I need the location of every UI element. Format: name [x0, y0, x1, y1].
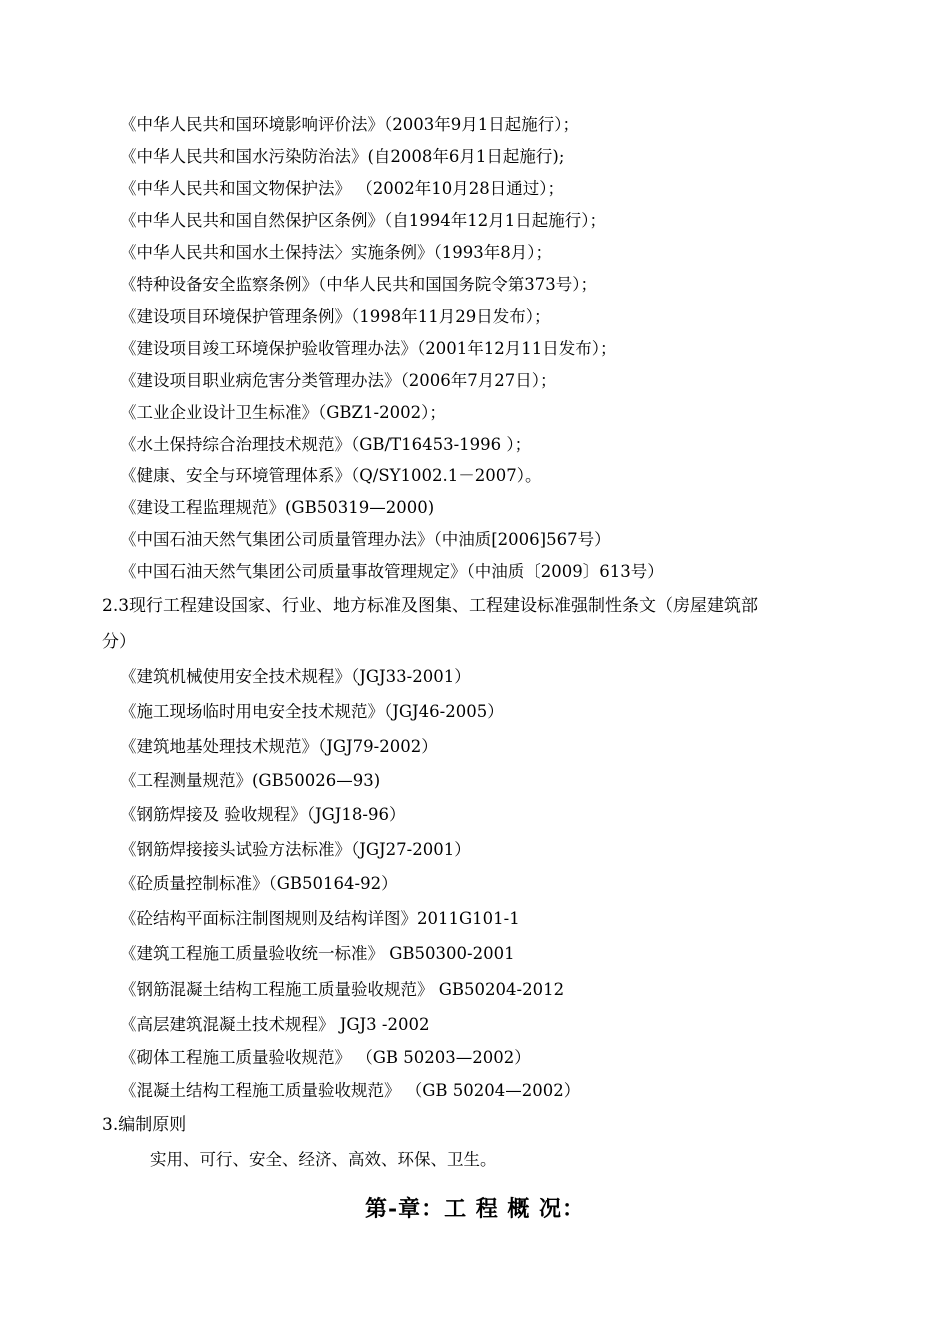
reference-item: 《建设项目环境保护管理条例》（1998年11月29日发布）； — [120, 307, 551, 326]
standard-item: 《高层建筑混凝土技术规程》 JGJ3 -2002 — [120, 1015, 430, 1034]
chapter-title: 第-章：工 程 概 况： — [364, 1196, 586, 1222]
reference-item: 《健康、安全与环境管理体系》（Q/SY1002.1－2007）。 — [120, 466, 542, 485]
reference-item: 《中华人民共和国水土保持法〉实施条例》（1993年8月）； — [120, 243, 552, 262]
standard-item: 《砌体工程施工质量验收规范》 （GB 50203—2002） — [120, 1048, 531, 1067]
reference-item: 《工业企业设计卫生标准》（GBZ1-2002）； — [120, 403, 446, 422]
reference-item: 《建设项目竣工环境保护验收管理办法》（2001年12月11日发布）； — [120, 339, 617, 358]
section-heading-2-3: 2.3现行工程建设国家、行业、地方标准及图集、工程建设标准强制性条文（房屋建筑部 — [102, 596, 759, 616]
reference-item: 《中华人民共和国水污染防治法》(自2008年6月1日起施行); — [120, 147, 565, 166]
standard-item: 《建筑地基处理技术规范》（JGJ79-2002） — [120, 737, 438, 756]
reference-item: 《建设项目职业病危害分类管理办法》（2006年7月27日）； — [120, 371, 557, 390]
reference-item: 《建设工程监理规范》(GB50319—2000) — [120, 498, 435, 517]
reference-item: 《水土保持综合治理技术规范》（GB/T16453-1996 ）； — [120, 435, 532, 454]
standard-item: 《建筑工程施工质量验收统一标准》 GB50300-2001 — [120, 944, 515, 963]
standard-item: 《钢筋焊接接头试验方法标准》（JGJ27-2001） — [120, 840, 471, 859]
standard-item: 《钢筋焊接及 验收规程》（JGJ18-96） — [120, 805, 406, 824]
section-heading-2-3-continued: 分） — [102, 632, 136, 652]
reference-item: 《中华人民共和国环境影响评价法》（2003年9月1日起施行）； — [120, 115, 579, 134]
principles-text: 实用、可行、安全、经济、高效、环保、卫生。 — [150, 1150, 497, 1169]
standard-item: 《混凝土结构工程施工质量验收规范》 （GB 50204—2002） — [120, 1081, 581, 1100]
standard-item: 《工程测量规范》(GB50026—93) — [120, 771, 381, 790]
reference-item: 《特种设备安全监察条例》（中华人民共和国国务院令第373号）； — [120, 275, 597, 294]
standard-item: 《建筑机械使用安全技术规程》（JGJ33-2001） — [120, 667, 471, 686]
reference-item: 《中华人民共和国自然保护区条例》（自1994年12月1日起施行）； — [120, 211, 606, 230]
standard-item: 《砼结构平面标注制图规则及结构详图》2011G101-1 — [120, 909, 520, 928]
reference-item: 《中华人民共和国文物保护法》 （2002年10月28日通过）； — [120, 179, 564, 198]
standard-item: 《施工现场临时用电安全技术规范》（JGJ46-2005） — [120, 702, 504, 721]
standard-item: 《砼质量控制标准》（GB50164-92） — [120, 874, 398, 893]
reference-item: 《中国石油天然气集团公司质量管理办法》（中油质[2006]567号） — [120, 530, 611, 549]
section-heading-3: 3.编制原则 — [102, 1115, 187, 1135]
standard-item: 《钢筋混凝土结构工程施工质量验收规范》 GB50204-2012 — [120, 980, 565, 999]
reference-item: 《中国石油天然气集团公司质量事故管理规定》（中油质〔2009〕613号） — [120, 562, 664, 581]
